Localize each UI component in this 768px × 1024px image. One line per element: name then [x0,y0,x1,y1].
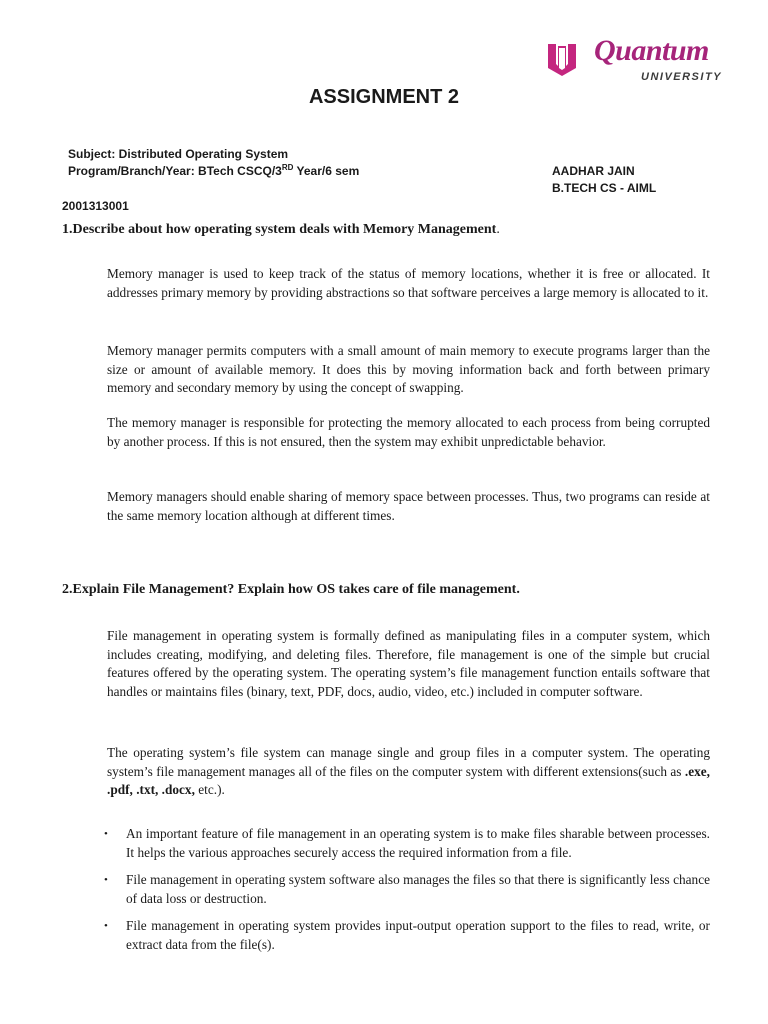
bullet-icon: • [104,828,108,840]
page-title: ASSIGNMENT 2 [308,86,460,108]
q1-paragraph: Memory manager is used to keep track of the status of memory locations, whether it is free or allocated. It addresses primary memory by providing abstractions so that software perceives a large memory is allocated to it. [107,266,710,300]
q1-paragraph: Memory manager permits computers with a small amount of main memory to execute programs larger than the size or amount of available memory. It does this by moving information back and forth between primary memory and secondary memory by using the concept of swapping. [107,343,710,396]
logo-brand-text: Quantum [594,34,709,67]
student-name: AADHAR JAIN [552,164,635,178]
list-item-text: File management in operating system provides input-output operation support to the files to read, write, or extract data from the file(s). [126,918,710,952]
q2-extensions: .exe, .pdf, .txt, .docx, [107,763,710,798]
logo-sub-text: UNIVERSITY [641,71,723,83]
roll-number: 2001313001 [62,199,129,213]
program-suffix: Year/6 sem [293,164,360,178]
q2-paragraph [107,744,710,800]
question-1-period: . [496,222,500,237]
student-branch: B.TECH CS - AIML [552,181,657,195]
list-item [104,871,710,908]
university-logo [546,34,723,86]
list-item [104,825,710,862]
q1-paragraph: Memory managers should enable sharing of memory space between processes. Thus, two programs can reside at the same memory location although at different times. [107,489,710,523]
program-superscript: RD [281,163,294,172]
quantum-logo-mark-icon [546,42,580,78]
list-item-text: File management in operating system software also manages the files so that there is significantly less chance of data loss or destruction. [126,872,710,906]
list-item [104,917,710,954]
q2-paragraph: File management in operating system is formally defined as manipulating files in a computer system, which includes creating, modifying, and deleting files. Therefore, file management is one of the simple but crucial features offered by the operating system. The operating system’s file management function entails software that handles or maintains files (binary, text, PDF, docs, audio, video, etc.) included in computer software. [107,628,710,699]
bullet-icon: • [104,920,108,933]
bullet-icon: • [104,874,108,887]
q1-paragraph: The memory manager is responsible for protecting the memory allocated to each process from being corrupted by another process. If this is not ensured, then the system may exhibit unpredictable behavior. [107,415,710,449]
list-item-text: An important feature of file management in an operating system is to make files sharable between processes. It helps the various approaches securely access the required information from a file. [126,826,710,860]
question-2-heading: 2.Explain File Management? Explain how OS takes care of file management. [62,582,520,597]
subject-line: Subject: Distributed Operating System [68,147,289,161]
program-line [68,163,359,180]
q2-paragraph-text: The operating system’s file system can manage single and group files in a computer system. The operating system’s file management manages all of the files on the computer system with different extensions(such as [107,745,710,779]
question-1-text: 1.Describe about how operating system deals with Memory Management [62,222,497,237]
program-prefix: Program/Branch/Year: BTech CSCQ/3 [68,164,282,178]
question-1-heading [62,221,500,239]
q2-bullet-list [104,825,710,964]
q2-paragraph-end: etc.). [194,782,225,798]
